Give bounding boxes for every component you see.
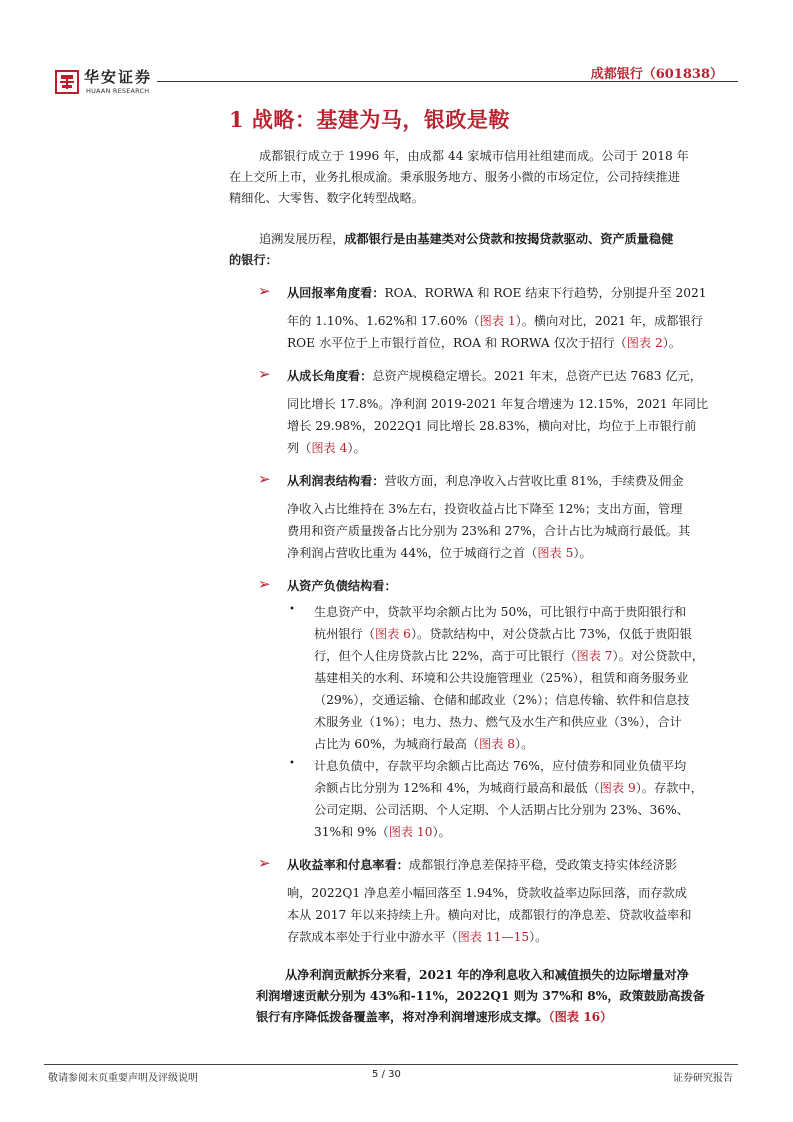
arrow-bullet-icon: ➢: [258, 365, 271, 383]
figure-ref[interactable]: 图表 9: [599, 781, 636, 795]
history-bold-1: 成都银行是由基建类对公贷款和按揭贷款驱动、资产质量稳健: [344, 232, 674, 246]
sub-1-line-3: 行，但个人住房贷款占比 22%，高于可比银行（图表 7）。对公贷款中，: [314, 649, 704, 663]
page-number: 5 / 30: [372, 1069, 401, 1080]
point-2-line-4: 列（图表 4）。: [287, 441, 366, 455]
arrow-bullet-icon: ➢: [258, 854, 271, 872]
sub-2-line-1: 计息负债中，存款平均余额占比高达 76%，应付债券和同业负债平均: [314, 759, 687, 773]
sub-2-line-3: 公司定期、公司活期、个人定期、个人活期占比分别为 23%、36%、: [314, 803, 689, 817]
sub-1-line-2: 杭州银行（图表 6）。贷款结构中，对公贷款占比 73%，仅低于贵阳银: [314, 627, 692, 641]
conclusion-line-3: 银行有序降低拨备覆盖率，将对净利润增速形成支撑。（图表 16）: [256, 1010, 613, 1024]
conclusion-line-2: 利润增速贡献分别为 43%和-11%，2022Q1 则为 37%和 8%，政策鼓励高拨备: [256, 989, 705, 1003]
arrow-bullet-icon: ➢: [258, 282, 271, 300]
point-4-title: 从资产负债结构看：: [287, 579, 397, 593]
point-5-line-3: 本从 2017 年以来持续上升。横向对比，成都银行的净息差、贷款收益率和: [287, 908, 692, 922]
header-divider: [157, 81, 738, 82]
footer-disclaimer[interactable]: 敬请参阅末页重要声明及评级说明: [48, 1073, 198, 1084]
point-5-line-4: 存款成本率处于行业中游水平（图表 11—15）。: [287, 930, 548, 944]
point-5-line-2: 响，2022Q1 净息差小幅回落至 1.94%，贷款收益率边际回落，而存款成: [287, 886, 687, 900]
arrow-bullet-icon: ➢: [258, 470, 271, 488]
sub-2-line-4: 31%和 9%（图表 10）。: [314, 825, 451, 839]
point-2-line-1: 从成长角度看：总资产规模稳定增长。2021 年末，总资产已达 7683 亿元，: [287, 369, 702, 383]
arrow-bullet-icon: ➢: [258, 575, 271, 593]
figure-ref[interactable]: 图表 2: [626, 336, 663, 350]
intro-line-1: 成都银行成立于 1996 年，由成都 44 家城市信用社组建而成。公司于 2018 年: [259, 149, 689, 163]
point-1-line-3: ROE 水平位于上市银行首位，ROA 和 RORWA 仅次于招行（图表 2）。: [287, 336, 681, 350]
figure-ref[interactable]: 图表 10: [388, 825, 433, 839]
figure-ref[interactable]: 图表 4: [311, 441, 348, 455]
point-title: 从成长角度看：: [287, 369, 373, 383]
point-1-line-2: 年的 1.10%、1.62%和 17.60%（图表 1）。横向对比，2021 年，成都银行: [287, 314, 703, 328]
point-5-line-1: 从收益率和付息率看：成都银行净息差保持平稳，受政策支持实体经济影: [287, 858, 677, 872]
figure-ref[interactable]: 图表 5: [537, 546, 574, 560]
point-1-line-1: 从回报率角度看：ROA、RORWA 和 ROE 结束下行趋势，分别提升至 2021: [287, 286, 707, 300]
figure-ref[interactable]: 图表 6: [374, 627, 411, 641]
figure-ref[interactable]: （图表 16）: [548, 1010, 613, 1024]
sub-1-line-4: 基建相关的水利、环境和公共设施管理业（25%），租赁和商务服务业: [314, 671, 689, 685]
point-title: 从收益率和付息率看：: [287, 858, 409, 872]
point-title: 从回报率角度看：: [287, 286, 385, 300]
history-line-2: 的银行：: [229, 253, 278, 267]
point-3-line-2: 净收入占比维持在 3%左右，投资收益占比下降至 12%；支出方面，管理: [287, 502, 683, 516]
figure-ref[interactable]: 图表 1: [479, 314, 516, 328]
intro-line-2: 在上交所上市，业务扎根成渝。秉承服务地方、服务小微的市场定位，公司持续推进: [229, 170, 680, 184]
history-line-1: [259, 229, 673, 250]
report-title: 成都银行（601838）: [590, 67, 723, 82]
figure-ref[interactable]: 图表 11—15: [457, 930, 530, 944]
logo-chinese-name: 华安证券: [84, 68, 153, 86]
sub-1-line-7: 占比为 60%，为城商行最高（图表 8）。: [314, 737, 534, 751]
sub-1-line-1: 生息资产中，贷款平均余额占比为 50%，可比银行中高于贵阳银行和: [314, 605, 687, 619]
point-3-line-4: 净利润占营收比重为 44%，位于城商行之首（图表 5）。: [287, 546, 592, 560]
sub-1-line-6: 术服务业（1%）；电力、热力、燃气及水生产和供应业（3%），合计: [314, 715, 682, 729]
dot-bullet-icon: •: [289, 758, 295, 769]
point-3-line-3: 费用和资产质量拨备占比分别为 23%和 27%，合计占比为城商行最低。其: [287, 524, 691, 538]
footer-report-type: 证券研究报告: [673, 1073, 733, 1084]
history-lead: 追溯发展历程，: [259, 232, 345, 246]
section-title: 1 战略：基建为马，银政是鞍: [229, 107, 510, 132]
point-3-line-1: 从利润表结构看：营收方面，利息净收入占营收比重 81%，手续费及佣金: [287, 474, 684, 488]
point-2-line-2: 同比增长 17.8%。净利润 2019-2021 年复合增速为 12.15%，2021 年同比: [287, 397, 709, 411]
dot-bullet-icon: •: [289, 604, 295, 615]
conclusion-line-1: 从净利润贡献拆分来看，2021 年的净利息收入和减值损失的边际增量对净: [285, 968, 689, 982]
sub-2-line-2: 余额占比分别为 12%和 4%，为城商行最高和最低（图表 9）。存款中，: [314, 781, 703, 795]
figure-ref[interactable]: 图表 8: [479, 737, 516, 751]
point-2-line-3: 增长 29.98%，2022Q1 同比增长 28.83%，横向对比，均位于上市银行前: [287, 419, 697, 433]
sub-1-line-5: （29%），交通运输、仓储和邮政业（2%）；信息传输、软件和信息技: [314, 693, 690, 707]
figure-ref[interactable]: 图表 7: [576, 649, 613, 663]
footer-divider: [44, 1064, 738, 1065]
logo-mark: [55, 70, 79, 94]
intro-line-3: 精细化、大零售、数字化转型战略。: [229, 191, 424, 205]
point-title: 从利润表结构看：: [287, 474, 385, 488]
logo-english-name: HUAAN RESEARCH: [86, 87, 150, 95]
